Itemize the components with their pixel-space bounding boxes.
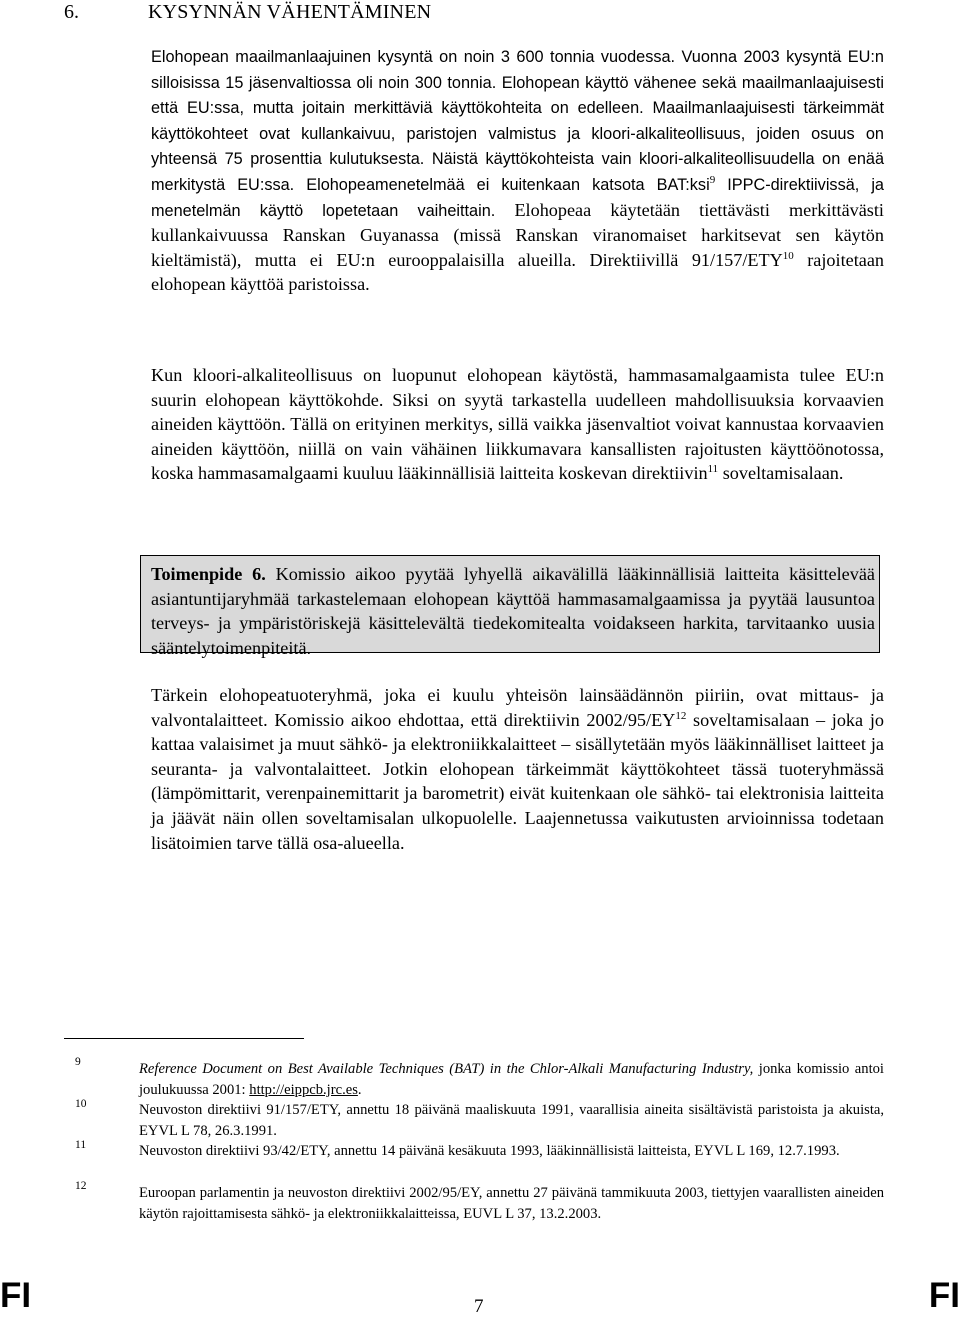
footnote-number: 9	[75, 1056, 81, 1068]
language-code-left: FI	[0, 1276, 32, 1315]
paragraph-1-uses: Maailmanlaajuisesti tärkeimmät käyttökohteet ovat kullankaivuu, paristojen valmistus ja kloori-alkaliteollisuus, joiden osuus on yhteensä 75 prosenttia kulutuksesta. Näistä käyttökohteista vain kloori-alkaliteollisuudella on enää merkitystä EU:ssa. Elohopeamenetelmää ei kuitenkaan katsota BAT:ksi	[151, 99, 884, 194]
paragraph-1	[151, 44, 884, 297]
section-number: 6.	[64, 1, 79, 23]
footnote-9-text: jonka komissio antoi joulukuussa 2001:	[139, 1061, 884, 1098]
paragraph-1-guyana: Elohopeaa käytetään tiettävästi merkittävästi kullankaivuussa Ranskan Guyanassa (missä Ranskan viranomaiset harkitsevat sen käytön kieltämistä), mutta ei EU:n eurooppalaisilla alueilla. Direktiivillä 91/157/ETY	[151, 199, 884, 270]
footnote-11: Neuvoston direktiivi 93/42/ETY, annettu 14 päivänä kesäkuuta 1993, lääkinnällisistä laitteista, EYVL L 169, 12.7.1993.	[139, 1143, 840, 1159]
action-description: Komissio aikoo pyytää lyhyellä aikavälillä lääkinnällisiä laitteita käsittelevää asiantuntijaryhmää tarkastelemaan elohopean käyttöä hammasamalgaamissa ja pyytää lausuntoa terveys- ja ympäristöriskejä käsittelevältä tiedekomitealta voidakseen harkita, tarvitaanko uusia sääntelytoimenpiteitä.	[151, 564, 875, 658]
paragraph-3	[151, 683, 884, 855]
footnote-ref-9: 9	[709, 173, 716, 186]
footnote-number: 10	[75, 1098, 87, 1110]
footnote-9-title: Reference Document on Best Available Techniques (BAT) in the Chlor-Alkali Manufacturing Industry,	[139, 1061, 754, 1077]
footnote-ref-11: 11	[707, 463, 719, 476]
page-number: 7	[474, 1296, 484, 1317]
footnote-ref-10: 10	[782, 249, 794, 262]
paragraph-2-text: Kun kloori-alkaliteollisuus on luopunut elohopean käytöstä, hammasamalgaamista tulee EU:n suurin elohopean käyttökohde. Siksi on syytä tarkastella uudelleen mahdollisuuksia korvaavien aineiden käyttöön. Tällä on erityinen merkitys, sillä vaikka jäsenvaltiot voivat kannustaa korvaavien aineiden käyttöön, niillä on vain vähäinen liikkumavara kansallisten rajoitusten käyttöönotossa, koska hammasamalgaami kuuluu lääkinnällisiä laitteita koskevan direktiivin	[151, 365, 884, 484]
footnote-12: Euroopan parlamentin ja neuvoston direktiivi 2002/95/EY, annettu 27 päivänä tammikuuta 2003, tiettyjen vaarallisten aineiden käytön rajoittamisesta sähkö- ja elektroniikkalaitteissa, EUVL L 37, 13.2.2003.	[139, 1185, 884, 1222]
paragraph-3-text: Tärkein elohopeatuoteryhmä, joka ei kuulu yhteisön lainsäädännön piiriin, ovat mittaus- ja valvontalaitteet. Komissio aikoo ehdottaa, että direktiivin 2002/95/EY	[151, 685, 884, 730]
footnote-separator	[64, 1038, 304, 1039]
footnote-9-link[interactable]: http://eippcb.jrc.es	[249, 1081, 358, 1098]
footnote-9-end: .	[357, 1081, 362, 1098]
paragraph-3-end: soveltamisalaan – joka jo kattaa valaisimet ja muut sähkö- ja elektroniikkalaitteet – sisällytetään myös lääkinnälliset laitteet ja seuranta- ja valvontalaitteet. Jotkin elohopean tärkeimmät käyttökohteet tässä tuoteryhmässä (lämpömittarit, verenpainemittarit ja barometrit) eivät kuitenkaan ole sähkö- tai elektronisia laitteita ja jäävät näin ollen soveltamisalan ulkopuolelle. Laajennetussa vaikutusten arvioinnissa todetaan lisätoimien tarve tällä osa-alueella.	[151, 709, 884, 853]
paragraph-2	[151, 363, 884, 486]
section-title: KYSYNNÄN VÄHENTÄMINEN	[148, 1, 432, 23]
language-code-right: FI	[928, 1276, 960, 1315]
section-heading	[64, 0, 431, 24]
action-label: Toimenpide 6.	[151, 564, 266, 584]
footnote-number: 11	[75, 1139, 87, 1151]
action-box-text	[151, 562, 875, 660]
footnote-9	[139, 1059, 884, 1101]
paragraph-1-intro: Elohopean maailmanlaajuinen kysyntä on noin 3 600 tonnia vuodessa. Vuonna 2003 kysyntä EU:n silloisissa 15 jäsenvaltiossa oli noin 300 tonnia. Elohopean käyttö vähenee sekä maailmanlaajuisesti että EU:ssa, mutta joitain merkittäviä käyttökohteita on edelleen.	[151, 48, 884, 118]
footnote-10: Neuvoston direktiivi 91/157/ETY, annettu 18 päivänä maaliskuuta 1991, vaarallisia aineita sisältävistä paristoista ja akuista, EYVL L 78, 26.3.1991.	[139, 1102, 884, 1139]
footnote-number: 12	[75, 1180, 87, 1192]
footnote-ref-12: 12	[675, 709, 687, 722]
paragraph-2-end: soveltamisalaan.	[718, 463, 844, 484]
paragraph-1-end: rajoitetaan elohopean käyttöä paristoissa.	[151, 249, 884, 295]
action-box	[140, 555, 880, 658]
paragraph-1-ippc: IPPC-direktiivissä, ja menetelmän käyttö lopetetaan vaiheittain.	[151, 175, 884, 220]
